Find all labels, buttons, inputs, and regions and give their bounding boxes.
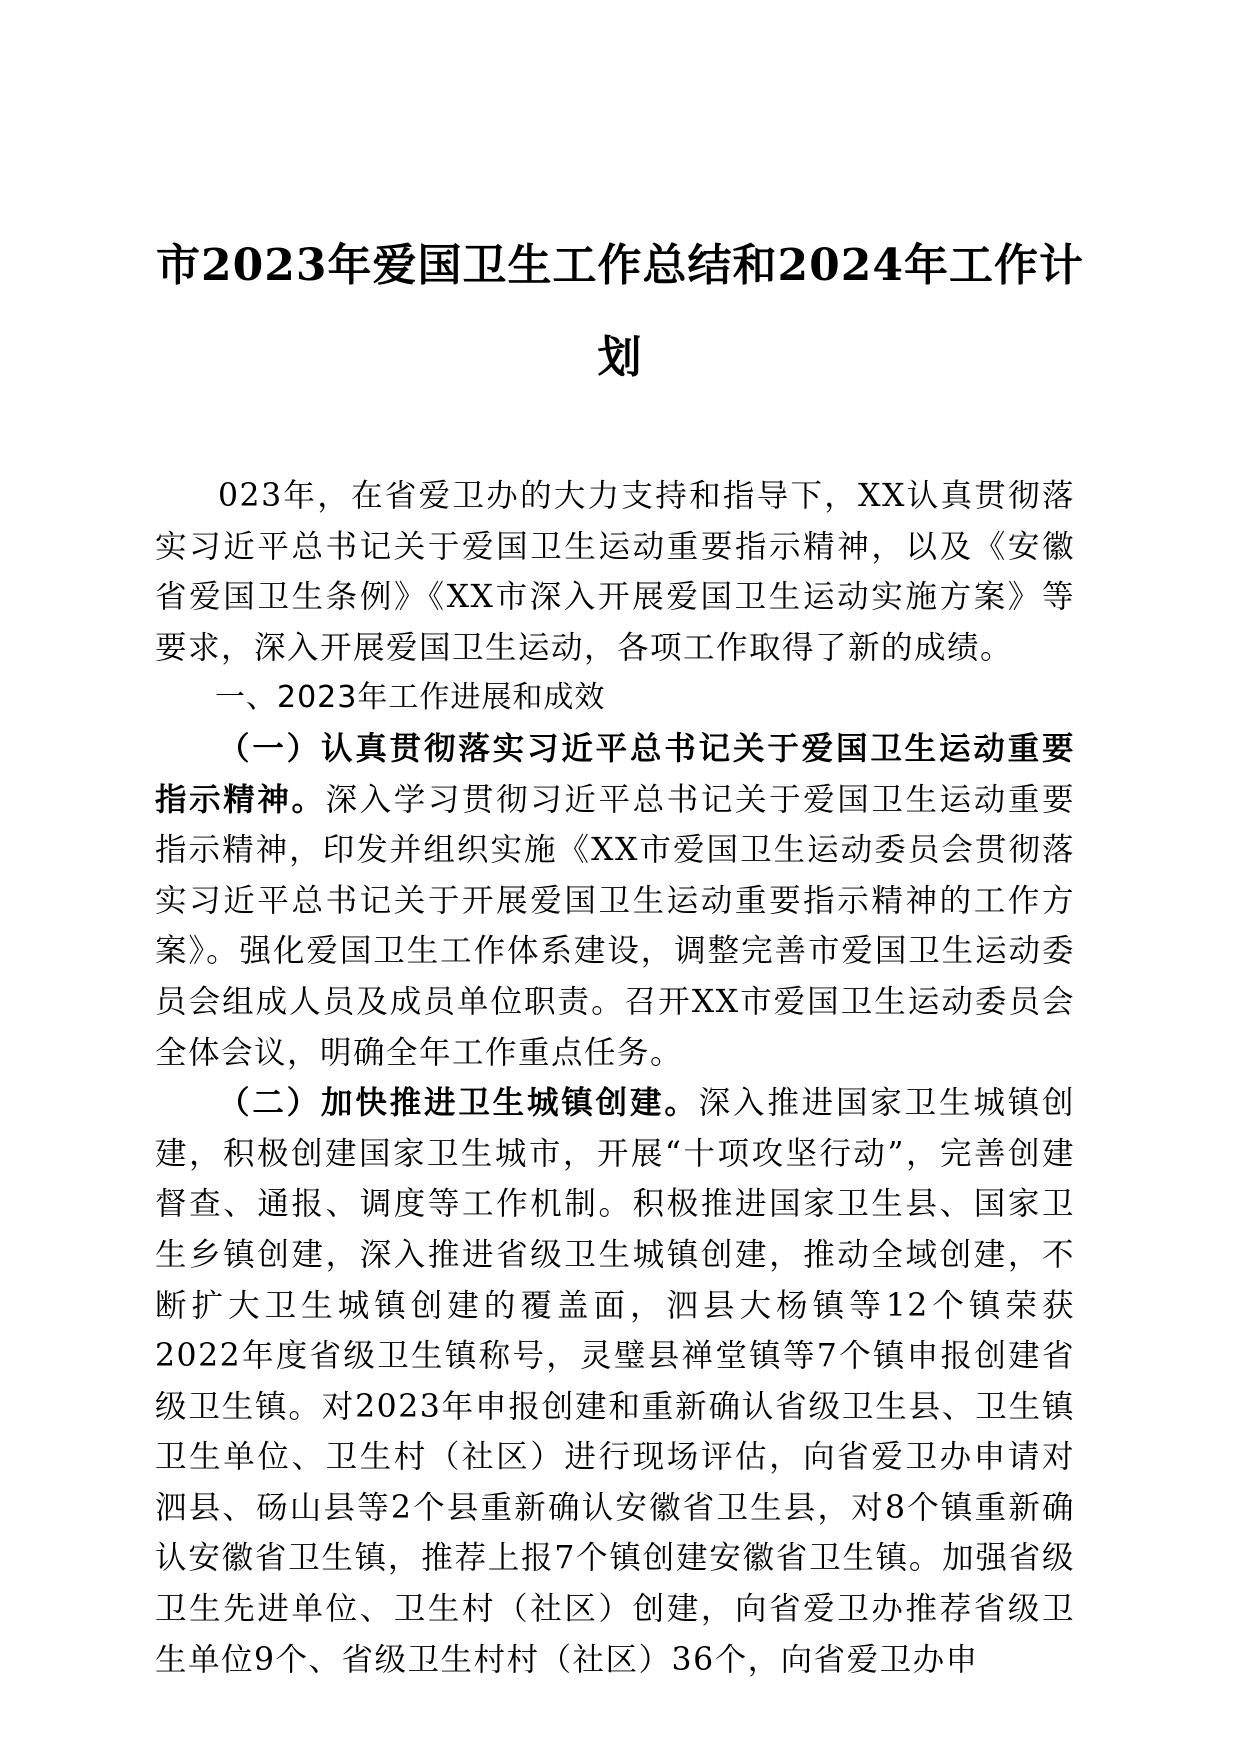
item-1-text: 深入学习贯彻习近平总书记关于爱国卫生运动重要指示精神，印发并组织实施《XX市爱国卫生运动委员会贯彻落实习近平总书记关于开展爱国卫生运动重要指示精神的工作方案》。强化爱国卫生工作体系建设，调整完善市爱国卫生运动委员会组成人员及成员单位职责。召开XX市爱国卫生运动委员会全体会议，明确全年工作重点任务。	[155, 781, 1075, 1071]
item-2-text: 深入推进国家卫生城镇创建，积极创建国家卫生城市，开展“十项攻坚行动”，完善创建督查、通报、调度等工作机制。积极推进国家卫生县、国家卫生乡镇创建，深入推进省级卫生城镇创建，推动全域创建，不断扩大卫生城镇创建的覆盖面，泗县大杨镇等12个镇荣获2022年度省级卫生镇称号，灵璧县禅堂镇等7个镇申报创建省级卫生镇。对2023年申报创建和重新确认省级卫生县、卫生镇卫生单位、卫生村（社区）进行现场评估，向省爱卫办申请对泗县、砀山县等2个县重新确认安徽省卫生县，对8个镇重新确认安徽省卫生镇，推荐上报7个镇创建安徽省卫生镇。加强省级卫生先进单位、卫生村（社区）创建，向省爱卫办推荐省级卫生单位9个、省级卫生村村（社区）36个，向省爱卫办申	[155, 1085, 1075, 1678]
item-1-lead: （一）认真贯彻落实习近平总书记关于爱国卫生运动重要指示精神。	[155, 729, 1075, 818]
item-2-lead: （二）加快推进卫生城镇创建。	[218, 1084, 699, 1122]
section-heading: 一、2023年工作进展和成效	[215, 680, 606, 716]
intro-paragraph: 023年，在省爱卫办的大力支持和指导下，XX认真贯彻落实习近平总书记关于爱国卫生运动重要指示精神，以及《安徽省爱国卫生条例》《XX市深入开展爱国卫生运动实施方案》等要求，深入开展爱国卫生运动，各项工作取得了新的成绩。	[155, 478, 1075, 666]
document-body	[155, 471, 1075, 1685]
document-title: 市2023年爱国卫生工作总结和2024年工作计划	[156, 240, 1084, 383]
section-item-2	[155, 1078, 1075, 1685]
section-item-1	[155, 724, 1075, 1078]
